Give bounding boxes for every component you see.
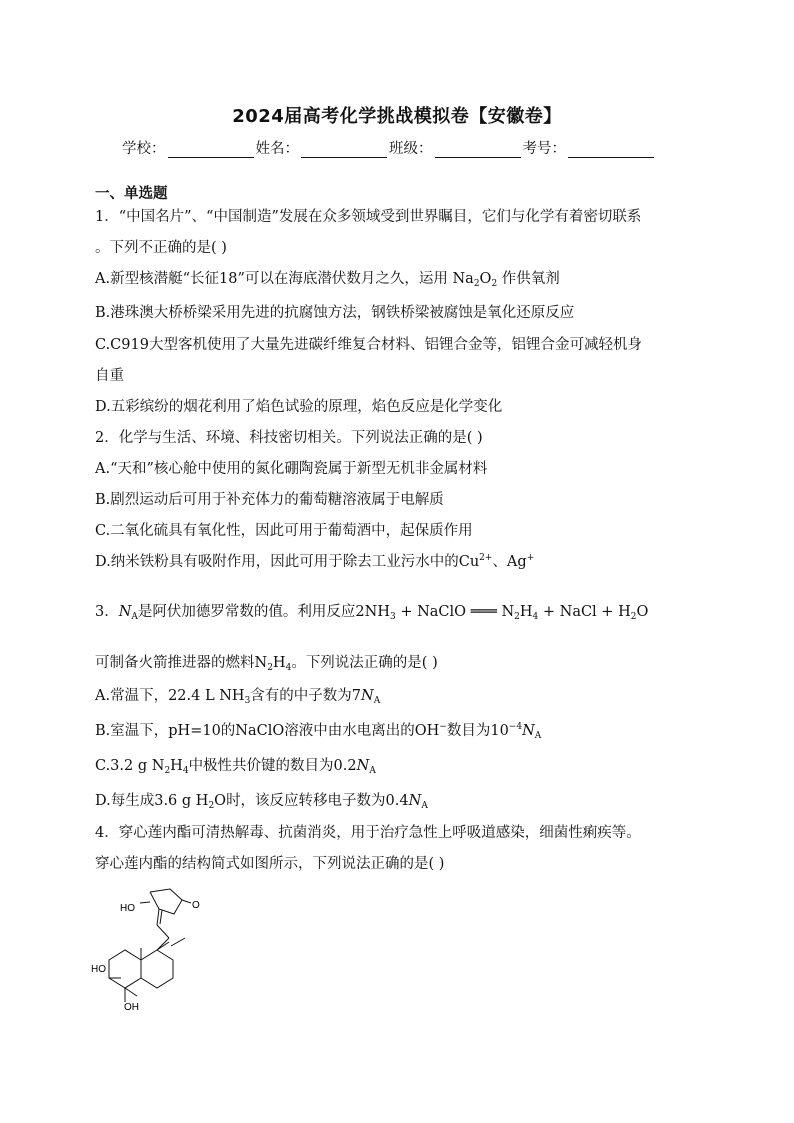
q1-option-a-text: A.新型核潜艇“长征18”可以在海底潜伏数月之久，运用 <box>95 271 448 287</box>
andrographolide-structure-figure <box>91 880 225 1015</box>
school-blank[interactable] <box>168 143 254 158</box>
q3-option-a: A.常温下，22.4 L $NH_3$含有的中子数为$7N_A$ <box>95 688 381 706</box>
student-info-row <box>122 137 682 158</box>
q3-option-c-text: C.3.2 g <box>95 758 148 774</box>
section-title: 一、单选题 <box>95 186 168 202</box>
q3-stem2-tail: 。下列说法正确的是( ) <box>291 655 438 671</box>
q1-option-a: A.新型核潜艇“长征18”可以在海底潜伏数月之久，运用 $Na_2O_2$ 作供氧剂 <box>95 271 560 289</box>
q3-option-b-mid: 数目为 <box>446 723 491 739</box>
figure-label-ho-top: HO <box>120 903 135 914</box>
id-blank[interactable] <box>568 143 654 158</box>
q3-option-b: B.室温下，pH=10的NaClO溶液中由水电离出的OH−数目为$10^{-4}N_A$ <box>95 722 542 741</box>
q2-option-d: D.纳米铁粉具有吸附作用，因此可用于除去工业污水中的$Cu^{2+}$、Ag+ <box>95 553 535 570</box>
q3-option-a-text: A.常温下，22.4 L <box>95 688 215 704</box>
q3-option-d: D.每生成3.6 g $H_2O$时，该反应转移电子数为$0.4N_A$ <box>95 793 428 811</box>
q3-stem-line2: 可制备火箭推进器的燃料$N_2H_4$。下列说法正确的是( ) <box>95 655 438 673</box>
q3-stem-line1: 3．$N_A$是阿伏加德罗常数的值。利用反应$2NH_3$ + NaClO ═══ $N_2H_4$ + NaCl + $H_2O$ <box>95 604 649 622</box>
class-blank[interactable] <box>435 143 521 158</box>
q2-option-d-text: D.纳米铁粉具有吸附作用，因此可用于除去工业污水中的 <box>95 554 459 570</box>
q1-stem-line2: 。下列不正确的是( ) <box>95 240 227 256</box>
q1-option-c-line1: C.C919大型客机使用了大量先进碳纤维复合材料、铝锂合金等，铝锂合金可减轻机身 <box>95 337 642 353</box>
q3-option-d-mid: 时，该反应转移电子数为0.4 <box>226 793 409 809</box>
exam-title: 2024届高考化学挑战模拟卷【安徽卷】 <box>232 106 562 127</box>
q2-stem: 2．化学与生活、环境、科技密切相关。下列说法正确的是( ) <box>95 430 483 446</box>
q1-stem-line1: 1．“中国名片”、“中国制造”发展在众多领域受到世界瞩目，它们与化学有着密切联系 <box>95 209 642 225</box>
figure-label-o: O <box>192 900 200 911</box>
q3-option-d-text: D.每生成3.6 g <box>95 793 192 809</box>
q3-option-a-mid: 含有的中子数为7 <box>250 688 362 704</box>
figure-label-oh: OH <box>124 1002 139 1013</box>
q3-stem2-text: 可制备火箭推进器的燃料 <box>95 655 255 671</box>
q3-option-b-text: B.室温下，pH=10的NaClO溶液中由水电离出的 <box>95 723 415 739</box>
q1-option-c-line2: 自重 <box>95 368 124 384</box>
q2-option-a: A.“天和”核心舱中使用的氮化硼陶瓷属于新型无机非金属材料 <box>95 461 488 477</box>
q3-option-c: C.3.2 g $N_2H_4$中极性共价键的数目为$0.2N_A$ <box>95 758 376 776</box>
q1-option-b: B.港珠澳大桥桥梁采用先进的抗腐蚀方法，钢铁桥梁被腐蚀是氧化还原反应 <box>95 305 575 321</box>
q3-option-c-mid: 中极性共价键的数目为0.2 <box>188 758 357 774</box>
q3-stem-text: 是阿伏加德罗常数的值。利用反应 <box>137 604 356 620</box>
name-blank[interactable] <box>301 143 387 158</box>
school-label: 学校： <box>122 141 166 157</box>
id-label: 考号： <box>522 141 566 157</box>
q2-option-c: C.二氧化硫具有氧化性，因此可用于葡萄酒中，起保质作用 <box>95 523 473 539</box>
q3-number: 3． <box>95 604 119 620</box>
q4-stem-line1: 4．穿心莲内酯可清热解毒、抗菌消炎，用于治疗急性上呼吸道感染，细菌性痢疾等。 <box>95 825 641 841</box>
q4-stem-line2: 穿心莲内酯的结构简式如图所示，下列说法正确的是( ) <box>95 856 445 872</box>
q1-option-d: D.五彩缤纷的烟花利用了焰色试验的原理，焰色反应是化学变化 <box>95 399 503 415</box>
name-label: 姓名： <box>255 141 299 157</box>
q1-option-a-tail: 作供氧剂 <box>501 271 560 287</box>
q2-option-b: B.剧烈运动后可用于补充体力的葡萄糖溶液属于电解质 <box>95 492 444 508</box>
class-label: 班级： <box>389 141 433 157</box>
figure-label-ho-ring: HO <box>91 964 106 975</box>
